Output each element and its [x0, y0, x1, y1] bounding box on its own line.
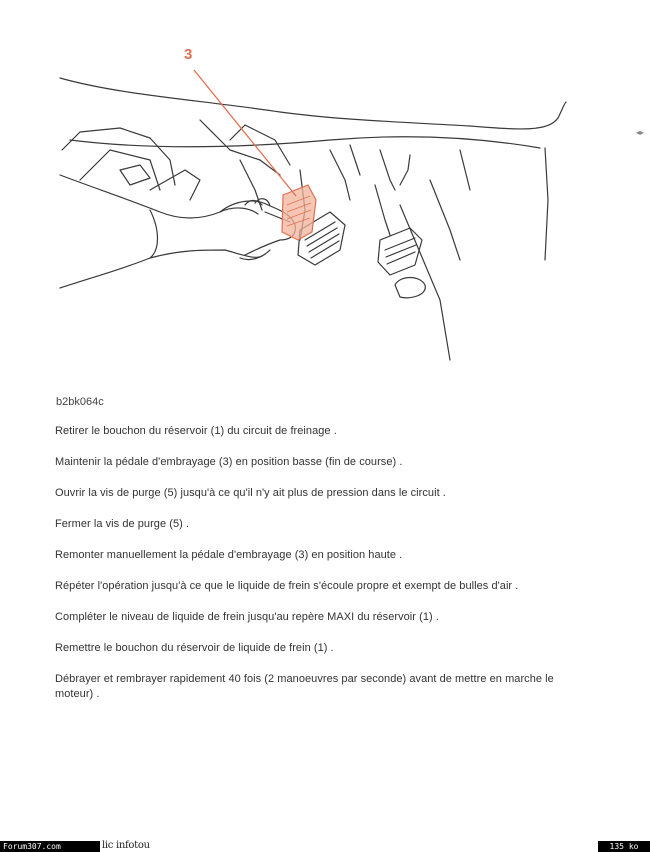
step-8: Remettre le bouchon du réservoir de liquide de frein (1) .	[55, 642, 334, 654]
dashboard-lower	[70, 137, 540, 148]
callout-leader	[194, 70, 296, 196]
step-1: Retirer le bouchon du réservoir (1) du circuit de freinage .	[55, 425, 337, 437]
step-7: Compléter le niveau de liquide de frein jusqu'au repère MAXI du réservoir (1) .	[55, 611, 439, 623]
arm	[60, 175, 258, 218]
step-5: Remonter manuellement la pédale d'embrayage (3) en position haute .	[55, 549, 403, 561]
dashboard-outline	[60, 78, 566, 129]
figure-code: b2bk064c	[56, 396, 104, 408]
step-6: Répéter l'opération jusqu'à ce que le liquide de frein s'écoule propre et exempt de bulles d'air .	[55, 580, 519, 592]
step-4: Fermer la vis de purge (5) .	[55, 518, 190, 530]
step-3: Ouvrir la vis de purge (5) jusqu'à ce qu'il n'y ait plus de pression dans le circuit .	[55, 487, 446, 499]
scan-mark: ◂▸	[635, 128, 644, 137]
clutch-pedal-highlight	[282, 185, 316, 240]
callout-number-3: 3	[184, 46, 193, 63]
footer-file-size: 135 ko	[598, 841, 650, 852]
procedure-steps	[55, 424, 595, 718]
step-2: Maintenir la pédale d'embrayage (3) en position basse (fin de course) .	[55, 456, 403, 468]
pedal-illustration	[0, 0, 650, 380]
footer-site-label: Forum307.com	[0, 841, 100, 852]
step-9: Débrayer et rembrayer rapidement 40 fois (2 manoeuvres par seconde) avant de mettre en marche le moteur) .	[55, 673, 554, 700]
footer-middle-text: lic infotou	[102, 840, 150, 851]
